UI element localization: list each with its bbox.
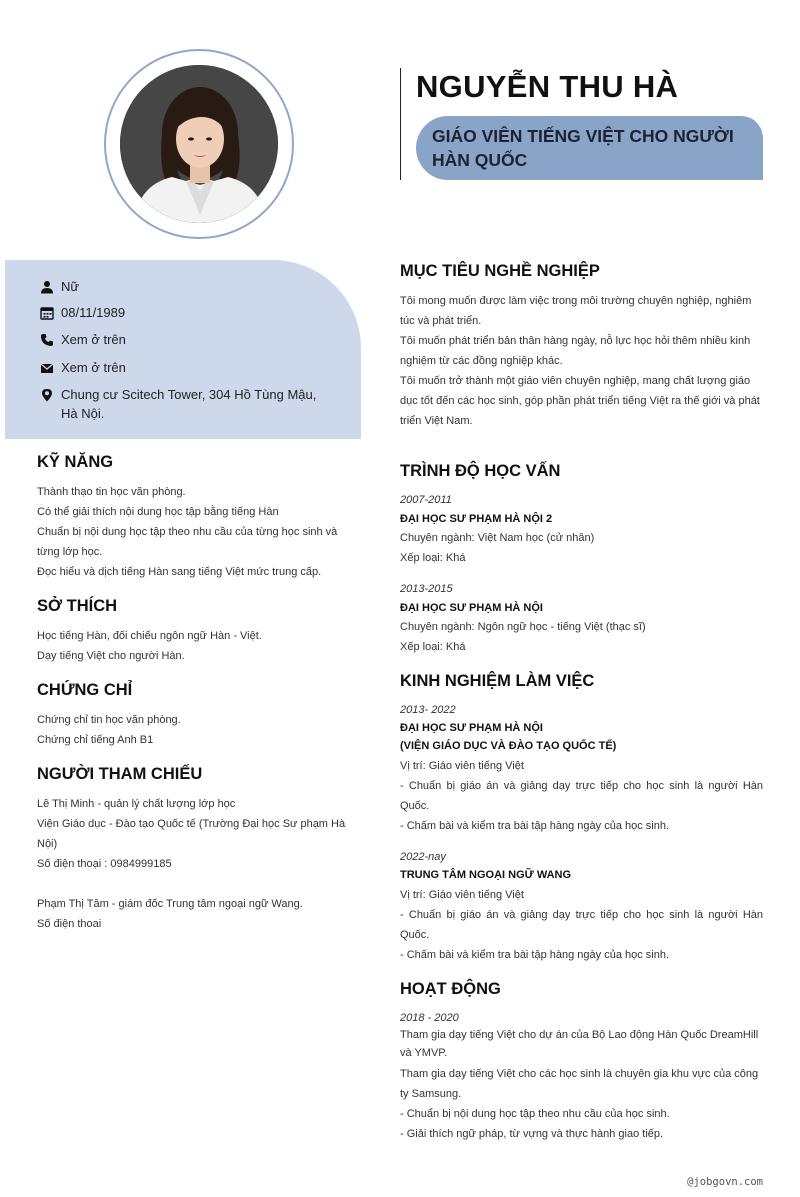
activities-title: HOẠT ĐỘNG <box>400 980 501 998</box>
education-details <box>400 528 763 568</box>
education-period: 2013-2015 <box>400 583 453 595</box>
job-title: GIÁO VIÊN TIẾNG VIỆT CHO NGƯỜI HÀN QUỐC <box>432 126 734 170</box>
avatar <box>120 65 278 223</box>
activities-list <box>400 1026 763 1144</box>
person-icon <box>40 280 54 294</box>
experience-duty: - Chuẩn bị giáo án và giảng dạy trực tiếp cho học sinh là người Hàn Quốc. <box>400 780 763 812</box>
gender-value: Nữ <box>61 279 80 294</box>
reference-item: Viện Giáo dục - Đào tạo Quốc tế (Trường Đại học Sư phạm Hà Nội) <box>37 818 346 850</box>
skills-title: KỸ NĂNG <box>37 453 114 471</box>
references-title: NGƯỜI THAM CHIẾU <box>37 765 203 783</box>
header-divider <box>400 68 401 180</box>
activities-period: 2018 - 2020 <box>400 1012 459 1024</box>
experience-org-line: ĐẠI HỌC SƯ PHẠM HÀ NỘI <box>400 722 543 734</box>
experience-duty: - Chấm bài và kiểm tra bài tập hàng ngày của học sinh. <box>400 949 670 961</box>
avatar-photo <box>120 65 278 223</box>
avatar-frame <box>104 49 294 239</box>
reference-spacer <box>37 874 347 894</box>
birthday-value: 08/11/1989 <box>61 305 126 320</box>
activity-item: Tham gia dạy tiếng Việt cho các học sinh là chuyên gia khu vực của công ty Samsung. <box>400 1068 759 1100</box>
address-value: Chung cư Scitech Tower, 304 Hồ Tùng Mậu, Hà Nội. <box>61 387 317 421</box>
hobby-item: Dạy tiếng Việt cho người Hàn. <box>37 650 185 662</box>
objective-item: Tôi mong muốn được làm việc trong môi trường chuyên nghiệp, nghiêm túc và phát triển. <box>400 295 752 327</box>
experience-position: Vị trí: Giáo viên tiếng Việt <box>400 889 524 901</box>
education-school: ĐẠI HỌC SƯ PHẠM HÀ NỘI <box>400 602 543 614</box>
mail-icon <box>40 361 54 375</box>
hobbies-title: SỞ THÍCH <box>37 597 118 615</box>
skill-item: Có thể giải thích nội dung học tập bằng tiếng Hàn <box>37 506 279 518</box>
references-list <box>37 794 347 934</box>
contact-panel <box>5 260 361 439</box>
certificates-list <box>37 710 347 750</box>
reference-item: Số điện thoại : 0984999185 <box>37 858 172 870</box>
location-pin-icon <box>40 388 54 402</box>
objective-text <box>400 291 763 431</box>
experience-org <box>400 719 616 755</box>
education-major: Chuyên ngành: Việt Nam học (cử nhân) <box>400 532 595 544</box>
reference-item: Phạm Thị Tâm - giám đốc Trung tâm ngoại ngữ Wang. <box>37 898 303 910</box>
skill-item: Đọc hiểu và dịch tiếng Hàn sang tiếng Việt mức trung cấp. <box>37 566 322 578</box>
experience-title: KINH NGHIỆM LÀM VIỆC <box>400 672 595 690</box>
education-details <box>400 617 763 657</box>
certificate-item: Chứng chỉ tin học văn phòng. <box>37 714 181 726</box>
phone-icon <box>40 333 54 347</box>
objective-item: Tôi muốn phát triển bản thân hàng ngày, nỗ lực học hỏi thêm nhiều kinh nghiệm từ các đồng nghiệp khác. <box>400 335 751 367</box>
watermark-footer: @jobgovn.com <box>687 1176 763 1188</box>
hobby-item: Học tiếng Hàn, đối chiếu ngôn ngữ Hàn - Việt. <box>37 630 262 642</box>
experience-org-line: TRUNG TÂM NGOẠI NGỮ WANG <box>400 869 572 881</box>
experience-details <box>400 756 763 836</box>
objective-item: Tôi muốn trở thành một giáo viên chuyên nghiệp, mang chất lượng giáo dục tốt đến các học sinh, góp phần phát triển tiếng Việt ra thế giới và phát triển Việt Nam. <box>400 375 760 427</box>
candidate-name: NGUYỄN THU HÀ <box>416 69 679 104</box>
reference-item: Lê Thị Minh - quản lý chất lượng lớp học <box>37 798 236 810</box>
education-major: Chuyên ngành: Ngôn ngữ học - tiếng Việt (thạc sĩ) <box>400 621 646 633</box>
experience-period: 2013- 2022 <box>400 704 456 716</box>
experience-duty: - Chấm bài và kiểm tra bài tập hàng ngày của học sinh. <box>400 820 670 832</box>
skill-item: Chuẩn bị nội dung học tập theo nhu cầu của từng học sinh và từng lớp học. <box>37 526 338 558</box>
email-value: Xem ở trên <box>61 360 126 375</box>
certificate-item: Chứng chỉ tiếng Anh B1 <box>37 734 154 746</box>
experience-position: Vị trí: Giáo viên tiếng Việt <box>400 760 524 772</box>
phone-value: Xem ở trên <box>61 332 126 347</box>
experience-duty: - Chuẩn bị giáo án và giảng dạy trực tiếp cho học sinh là người Hàn Quốc. <box>400 909 763 941</box>
calendar-icon <box>40 306 54 320</box>
education-period: 2007-2011 <box>400 494 452 506</box>
education-school: ĐẠI HỌC SƯ PHẠM HÀ NỘI 2 <box>400 513 553 525</box>
education-grade: Xếp loại: Khá <box>400 552 466 564</box>
hobbies-list <box>37 626 347 666</box>
education-grade: Xếp loại: Khá <box>400 641 466 653</box>
objective-title: MỤC TIÊU NGHỀ NGHIỆP <box>400 262 600 280</box>
reference-item: Số điện thoai <box>37 918 102 930</box>
certificates-title: CHỨNG CHỈ <box>37 681 133 699</box>
job-title-banner <box>416 116 763 180</box>
experience-details <box>400 885 763 965</box>
experience-org-line: (VIỆN GIÁO DỤC VÀ ĐÀO TẠO QUỐC TẾ) <box>400 740 617 752</box>
activity-item: - Chuẩn bị nội dung học tập theo nhu cầu của học sinh. <box>400 1108 670 1120</box>
education-title: TRÌNH ĐỘ HỌC VẤN <box>400 462 561 480</box>
experience-period: 2022-nay <box>400 851 446 863</box>
skills-list <box>37 482 347 582</box>
activity-item: - Giải thích ngữ pháp, từ vựng và thực hành giao tiếp. <box>400 1128 664 1140</box>
activity-item: Tham gia dạy tiếng Việt cho dự án của Bộ Lao động Hàn Quốc DreamHill và YMVP. <box>400 1029 759 1059</box>
skill-item: Thành thạo tin học văn phòng. <box>37 486 186 498</box>
